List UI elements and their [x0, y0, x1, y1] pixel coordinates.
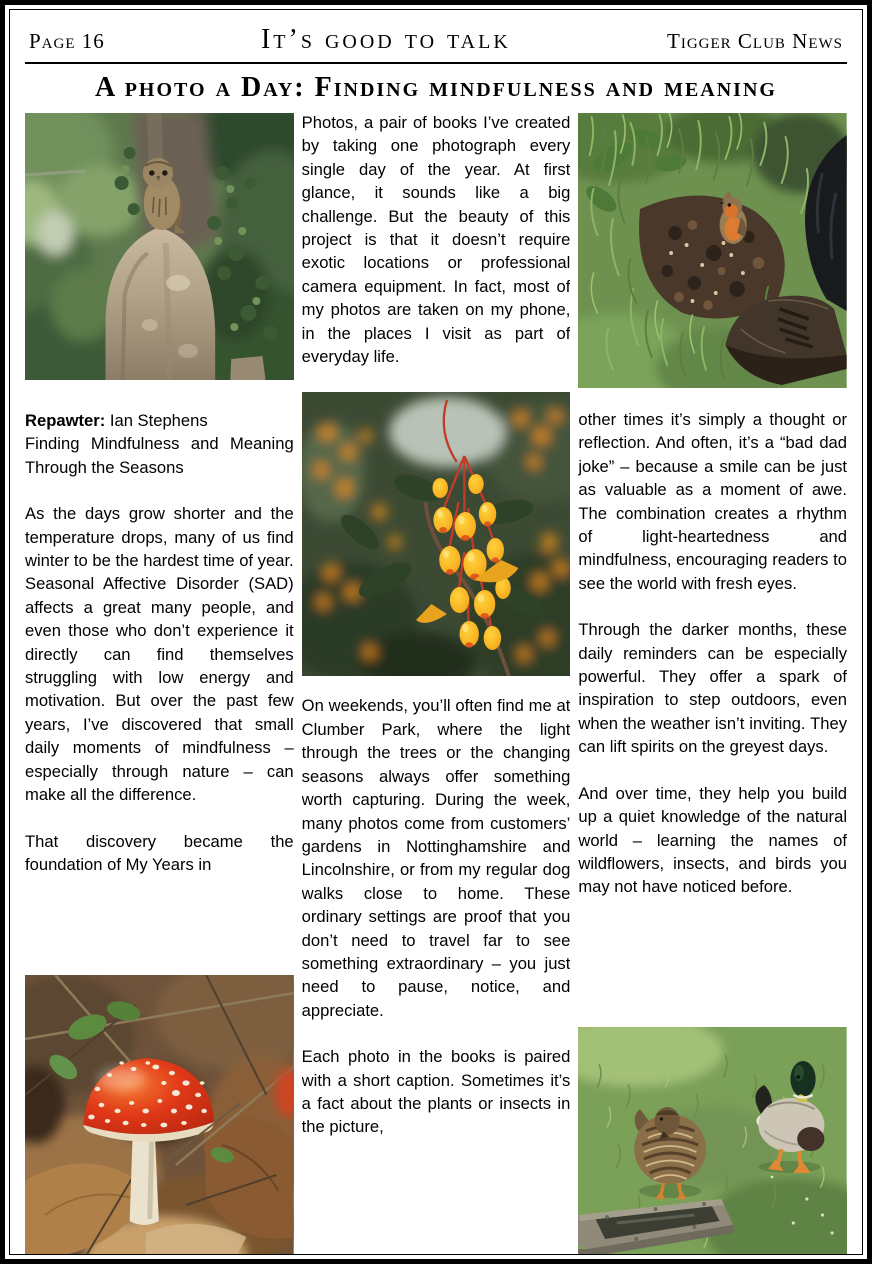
article-paragraph: Through the darker months, these daily reminders can be especially powerful. They offer a spark of inspiration to step outdoors, even when the weather isn’t inviting. They can lift spirits on the greyest days. — [578, 620, 848, 757]
article-columns — [23, 111, 849, 1255]
article-paragraph: Each photo in the books is paired with a short caption. Sometimes it’s a fact about the plants or insects in the picture, — [301, 1047, 571, 1137]
article-paragraph: And over time, they help you build up a quiet knowledge of the natural world – learning the names of wildflowers, insects, and birds you may not have noticed before. — [578, 783, 848, 897]
article-paragraph: other times it’s simply a thought or reflection. And often, it’s a “bad dad joke” – because a smile can be just as valuable as a moment of awe. The combination creates a rhythm of light-heartedness and mindfulness, encouraging readers to see the world with fresh eyes. — [578, 410, 848, 593]
page-inner-border — [9, 9, 863, 1255]
article-paragraph: That discovery became the foundation of My Years in — [25, 831, 294, 874]
masthead-divider — [25, 62, 847, 64]
mushroom-photo — [25, 975, 294, 1255]
owl-photo — [25, 113, 294, 380]
column-2 — [302, 111, 571, 1255]
ducks-photo — [578, 1027, 847, 1255]
article-paragraph: As the days grow shorter and the temperature drops, many of us find winter to be the hardest time of year. Seasonal Affective Disorder (SAD) affects a great many people, and even those who don’t experience it directly can find themselves struggling with low energy and motivation. But over the past few years, I’ve discovered that small daily moments of mindfulness – especially through nature – can make all the difference. — [25, 504, 294, 805]
robin-photo — [578, 113, 847, 388]
article-paragraph: On weekends, you’ll often find me at Clumber Park, where the light through the trees or the changing seasons always offer something worth capturing. During the week, many photos come from customers’ gardens in Nottinghamshire and Lincolnshire, or from my regular dog walks close to home. These ordinary settings are proof that you don’t need to travel far to see something extraordinary – you just need to pause, notice, and appreciate. — [301, 696, 571, 1020]
byline — [25, 409, 294, 432]
publication-name: Tigger Club News — [667, 29, 843, 53]
byline-name: Ian Stephens — [109, 411, 208, 430]
column-3 — [578, 111, 847, 1255]
byline-subtitle: Finding Mindfulness and Meaning Through the Seasons — [25, 434, 294, 477]
berries-photo — [302, 392, 571, 676]
article-paragraph: Photos, a pair of books I’ve created by taking one photograph every single day of the year. At first glance, it sounds like a big challenge. But the beauty of this project is that it doesn’t require exotic locations or professional camera equipment. In fact, most of my photos are taken on my phone, in the places I visit as part of everyday life. — [301, 113, 571, 367]
column-1 — [25, 111, 294, 1255]
masthead — [23, 16, 849, 58]
article-headline: A photo a Day: Finding mindfulness and meaning — [95, 72, 777, 103]
byline-label: Repawter: — [25, 411, 106, 430]
page-number: Page 16 — [29, 29, 105, 53]
masthead-title: It’s good to talk — [260, 24, 511, 55]
